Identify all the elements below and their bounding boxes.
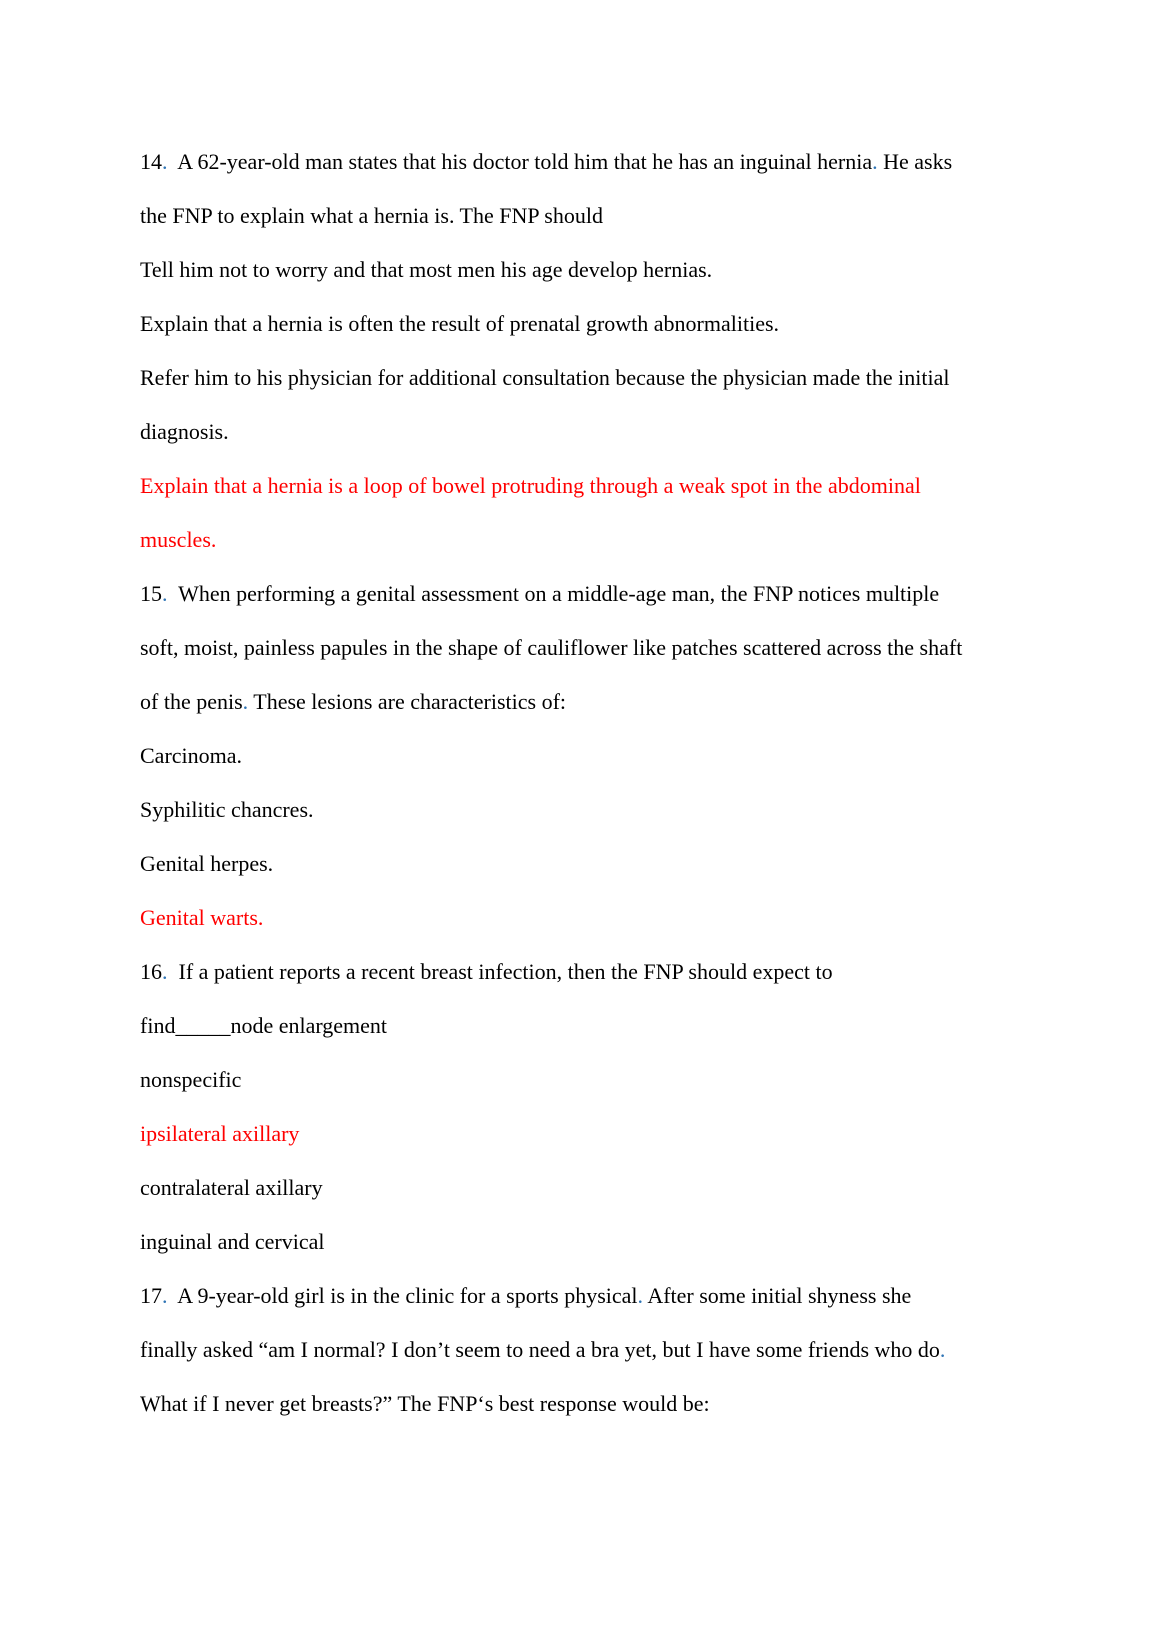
answer-option: contralateral axillary	[140, 1175, 323, 1200]
question-number: 15	[140, 581, 162, 606]
question-stem-line: soft, moist, painless papules in the shape of cauliflower like patches scattered across the shaft	[140, 635, 963, 660]
answer-option: Carcinoma.	[140, 743, 243, 768]
answer-option: Explain that a hernia is often the result of prenatal growth abnormalities.	[140, 311, 780, 336]
correct-answer: Explain that a hernia is a loop of bowel protruding through a weak spot in the abdominal	[140, 473, 921, 498]
answer-option: Refer him to his physician for additional consultation because the physician made the initial	[140, 365, 950, 390]
question-stem-line: 14. A 62-year-old man states that his doctor told him that he has an inguinal hernia. He asks	[140, 149, 953, 174]
answer-option: inguinal and cervical	[140, 1229, 325, 1254]
question-number: 14	[140, 149, 162, 174]
question-stem-line: the FNP to explain what a hernia is. The FNP should	[140, 203, 603, 228]
question-stem-line: find_____node enlargement	[140, 1013, 388, 1038]
question-stem-line: 15. When performing a genital assessment on a middle-age man, the FNP notices multiple	[140, 581, 940, 606]
document-page	[140, 135, 1040, 1431]
question-number: 17	[140, 1283, 162, 1308]
question-16	[140, 945, 1040, 1269]
question-number-dot: .	[162, 149, 168, 174]
question-number-dot: .	[162, 959, 168, 984]
answer-option: nonspecific	[140, 1067, 242, 1092]
question-number-dot: .	[162, 581, 168, 606]
correct-answer: muscles.	[140, 527, 217, 552]
question-stem-line: What if I never get breasts?” The FNP‘s best response would be:	[140, 1391, 710, 1416]
question-stem-line: 17. A 9-year-old girl is in the clinic for a sports physical. After some initial shyness she	[140, 1283, 912, 1308]
question-stem-line: of the penis. These lesions are characteristics of:	[140, 689, 567, 714]
answer-option: Syphilitic chancres.	[140, 797, 314, 822]
answer-option: diagnosis.	[140, 419, 229, 444]
question-stem-line: finally asked “am I normal? I don’t seem to need a bra yet, but I have some friends who do.	[140, 1337, 946, 1362]
answer-option: Tell him not to worry and that most men his age develop hernias.	[140, 257, 713, 282]
question-number: 16	[140, 959, 162, 984]
correct-answer: Genital warts.	[140, 905, 264, 930]
question-stem-line: 16. If a patient reports a recent breast infection, then the FNP should expect to	[140, 959, 833, 984]
question-number-dot: .	[162, 1283, 168, 1308]
correct-answer: ipsilateral axillary	[140, 1121, 300, 1146]
question-17	[140, 1269, 1040, 1431]
question-15	[140, 567, 1040, 945]
answer-option: Genital herpes.	[140, 851, 274, 876]
question-14	[140, 135, 1040, 567]
